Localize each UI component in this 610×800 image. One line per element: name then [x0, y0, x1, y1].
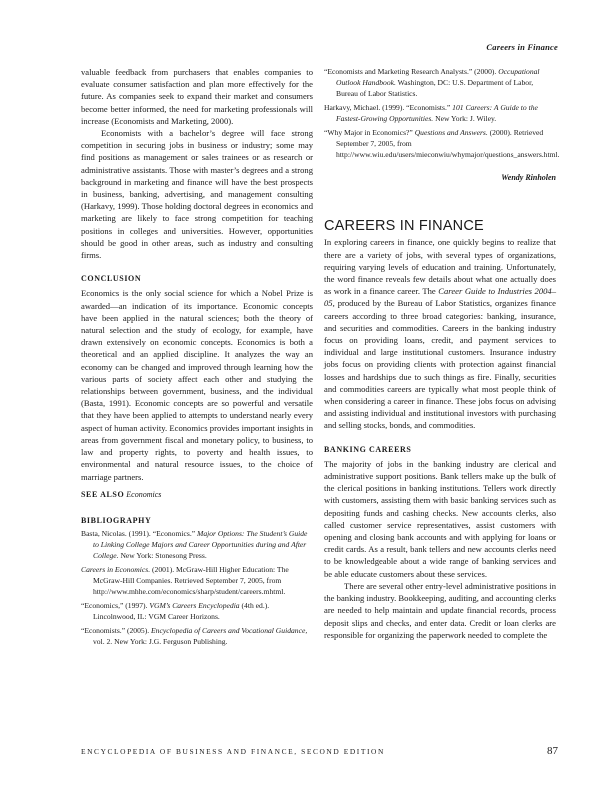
- running-head: Careers in Finance: [486, 42, 558, 52]
- section-heading-conclusion: CONCLUSION: [81, 274, 142, 284]
- see-also-link[interactable]: Economics: [126, 489, 162, 499]
- banking-paragraph: The majority of jobs in the banking industry are clerical and administrative support positions. Bank tellers make up the bulk of the clerical positions in banking institutions. Tellers work directly with customers, assisting them with basic banking services such as depositing funds and cashing checks. New accounts clerks, also called customer service representatives, assist customers with opening and closing bank accounts and with applying for loans or credit cards. As a result, bank tellers and new accounts clerks need to be knowledgeable about a wide range of banking services and be able educate customers about these services.: [324, 458, 556, 579]
- intro-paragraph: In exploring careers in finance, one quickly begins to realize that there are a variety of jobs, with several types of organizations, requiring varying levels of education and training. Unfortunately, the word finance reveals few details about what one actually does as work in a finance career. The Career Guide to Industries 2004–05, produced by the Bureau of Labor Statistics, organizes finance careers according to three broad categories: banking, insurance, and securities and commodities. Careers in the banking industry focus on providing loans, credit, and payment services to individual and large institutional customers. Insurance industry jobs focus on providing clients with protection against financial losses and hardships due to such things as fire. Finally, securities and commodities careers are typically what most people think of when considering a career in finance. These jobs focus on advising and assisting individual and institutional investors with purchasing and selling stocks, bonds, and commodities.: [324, 237, 557, 431]
- see-also-label: SEE ALSO: [81, 489, 125, 499]
- see-also: [81, 489, 313, 501]
- bibliography-entry: “Economists and Marketing Research Analysts.” (2000). Occupational Outlook Handbook. Washington, DC: U.S. Department of Labor, Bureau of Labor Statistics.: [324, 67, 540, 98]
- author-signature: Wendy Rinholen: [501, 173, 556, 182]
- page-footer: [81, 747, 558, 756]
- bibliography-entry: Harkavy, Michael. (1999). “Economists.” 101 Careers: A Guide to the Fastest-Growing Opportunities. New York: J. Wiley.: [324, 103, 538, 123]
- bibliography-entry: “Economists.” (2005). Encyclopedia of Careers and Vocational Guidance, vol. 2. New York: J.G. Ferguson Publishing.: [81, 626, 308, 647]
- body-paragraph: valuable feedback from purchasers that enables companies to evaluate consumer satisfaction and plan more effectively for the future. As companies seek to expand their market and consumers become better informed, the need for marketing professionals will increase (Economists and Marketing, 2000).: [81, 67, 313, 126]
- page-number: 87: [547, 745, 558, 757]
- body-paragraph: Economists with a bachelor’s degree will face strong competition in securing jobs in business or industry; some may find positions as management or sales trainees or as research or administrative assistants. Those with master’s degrees and a strong background in marketing and finance will have the best prospects in business, banking, advertising, and management consulting (Harkavy, 1999). Those holding doctoral degrees in economics and marketing are likely to face strong competition for teaching positions in colleges and universities. However, opportunities should be good in other areas, such as industry and consulting firms.: [81, 128, 313, 261]
- bibliography-entry: “Why Major in Economics?” Questions and Answers. (2000). Retrieved September 7, 2005, from http://www.wiu.edu/users/mieconwiu/whymajor/questions_answers.html.: [324, 128, 560, 159]
- bibliography-heading: BIBLIOGRAPHY: [81, 515, 152, 525]
- section-heading-banking: BANKING CAREERS: [324, 444, 412, 454]
- bibliography-entry: Careers in Economics. (2001). McGraw-Hill Higher Education: The McGraw-Hill Companies. Retrieved September 7, 2005, from http://www.mhhe.com/economics/sharp/student/careers.mhtml.: [81, 565, 289, 597]
- right-column: [324, 66, 560, 641]
- bibliography-entry: “Economics,” (1997). VGM’s Careers Encyclopedia (4th ed.). Lincolnwood, IL: VGM Career Horizons.: [81, 601, 270, 622]
- bibliography-entry: Basta, Nicolas. (1991). “Economics.” Major Options: The Student’s Guide to Linking College Majors and Career Opportunities during and After College. New York: Stonesong Press.: [81, 529, 308, 561]
- left-column: [81, 66, 313, 650]
- conclusion-paragraph: Economics is the only social science for which a Nobel Prize is awarded—an indication of its importance. Economic concepts have been applied in the natural sciences; both the theory of natural selection and the study of ecology, for example, have drawn extensively on economic concepts. Economics is both a theoretical and an applied discipline. It analyzes the way an economy can be changed and improved through learning how the various parts of society affect each other and studying the relationships between government, business, and the individual (Basta, 1991). Economic concepts are so powerful and versatile that they have been applied to attempts to understand nearly every aspect of human activity. Economics provides important insights in areas from government fiscal and monetary policy, to business, to law and property rights, to poverty and health issues, to environmental and natural resource issues, to the choice of marriage partners.: [81, 288, 313, 482]
- article-title: CAREERS IN FINANCE: [324, 218, 484, 235]
- footer-title: ENCYCLOPEDIA OF BUSINESS AND FINANCE, SECOND EDITION: [81, 747, 385, 756]
- banking-paragraph: There are several other entry-level administrative positions in the banking industry. Bookkeeping, auditing, and accounting clerks are needed to help maintain and update financial records, process deposit slips and checks, and enter data. Credit or loan clerks are responsible for organizing the paperwork needed to complete the: [324, 580, 556, 640]
